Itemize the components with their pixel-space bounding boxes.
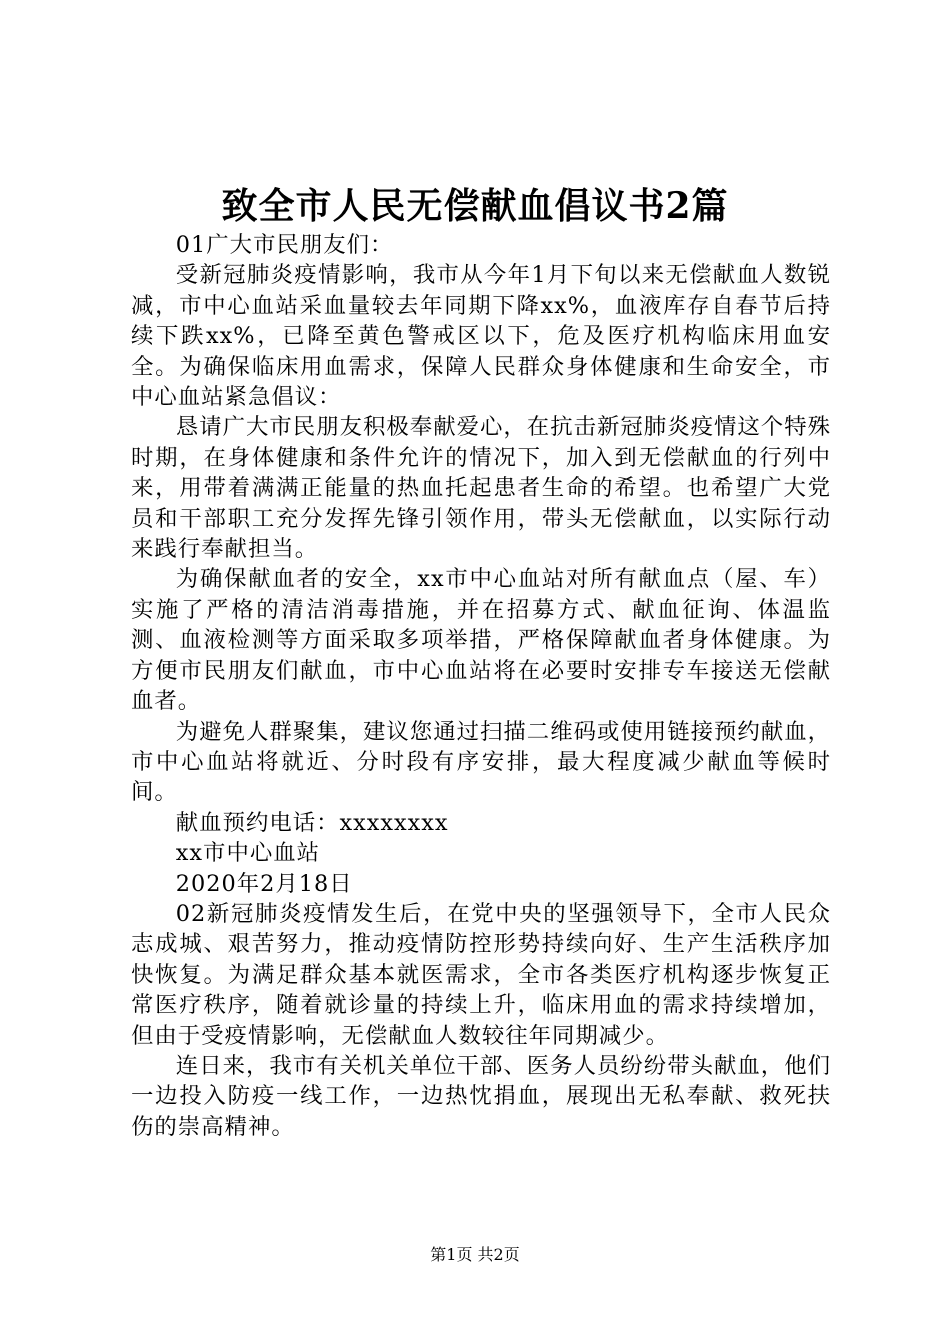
paragraph: 恳请广大市民朋友积极奉献爱心，在抗击新冠肺炎疫情这个特殊时期，在身体健康和条件允许的情况下，加入到无偿献血的行列中来，用带着满满正能量的热血托起患者生命的希望。也希望广大党员和干部职工充分发挥先锋引领作用，带头无偿献血，以实际行动来践行奉献担当。 bbox=[131, 414, 831, 563]
signature-date: 2020年2月18日 bbox=[175, 870, 353, 897]
paragraph: 02新冠肺炎疫情发生后，在党中央的坚强领导下，全市人民众志成城、艰苦努力，推动疫情防控形势持续向好、生产生活秩序加快恢复。为满足群众基本就医需求，全市各类医疗机构逐步恢复正常医疗秩序，随着就诊量的持续上升，临床用血的需求持续增加，但由于受疫情影响，无偿献血人数较往年同期减少。 bbox=[131, 900, 831, 1049]
paragraph: 连日来，我市有关机关单位干部、医务人员纷纷带头献血，他们一边投入防疫一线工作，一边热忱捐血，展现出无私奉献、救死扶伤的崇高精神。 bbox=[131, 1052, 831, 1140]
document-title: 致全市人民无偿献血倡议书2篇 bbox=[221, 185, 729, 227]
paragraph-greeting: 01广大市民朋友们： bbox=[175, 232, 394, 258]
paragraph: 受新冠肺炎疫情影响，我市从今年1月下旬以来无偿献血人数锐减，市中心血站采血量较去年同期下降xx%，血液库存自春节后持续下跌xx%，已降至黄色警戒区以下，危及医疗机构临床用血安全。为确保临床用血需求，保障人民群众身体健康和生命安全，市中心血站紧急倡议： bbox=[131, 262, 831, 411]
paragraph: 为避免人群聚集，建议您通过扫描二维码或使用链接预约献血，市中心血站将就近、分时段有序安排，最大程度减少献血等候时间。 bbox=[131, 718, 831, 806]
page-number-footer: 第1页 共2页 bbox=[430, 1245, 520, 1264]
document-body bbox=[131, 230, 831, 1142]
paragraph: 为确保献血者的安全，xx市中心血站对所有献血点（屋、车）实施了严格的清洁消毒措施，并在招募方式、献血征询、体温监测、血液检测等方面采取多项举措，严格保障献血者身体健康。为方便市民朋友们献血，市中心血站将在必要时安排专车接送无偿献血者。 bbox=[131, 566, 831, 715]
contact-phone: 献血预约电话：xxxxxxxx bbox=[175, 809, 449, 836]
signature-organization: xx市中心血站 bbox=[175, 840, 321, 867]
